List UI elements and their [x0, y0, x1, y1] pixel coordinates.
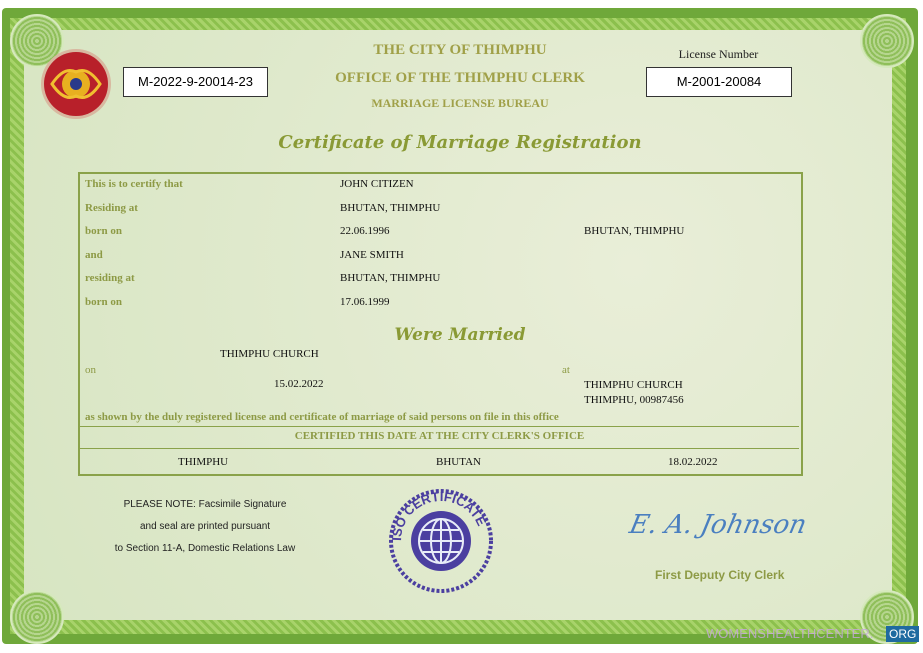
note-line: and seal are printed pursuant: [139, 521, 271, 532]
groom-residence: BHUTAN, THIMPHU: [340, 202, 441, 214]
groom-birth-date: 22.06.1996: [340, 225, 390, 237]
seal-text: ISO CERTIFICATE: [388, 488, 490, 542]
issue-country: BHUTAN: [436, 456, 481, 468]
field-label: born on: [85, 225, 122, 237]
marriage-venue-address: THIMPHU, 00987456: [584, 394, 684, 406]
note-line: PLEASE NOTE: Facsimile Signature: [123, 499, 287, 510]
license-number-label: License Number: [678, 47, 759, 61]
watermark-badge: ORG: [886, 626, 919, 642]
shown-by-statement: as shown by the duly registered license and certificate of marriage of said persons on file in this office: [85, 411, 559, 423]
field-label: This is to certify that: [85, 178, 183, 190]
marriage-venue: THIMPHU CHURCH: [584, 379, 683, 391]
groom-birth-place: BHUTAN, THIMPHU: [584, 225, 685, 237]
field-label: born on: [85, 296, 122, 308]
watermark-text: WOMENSHEALTHCENTER.: [706, 626, 874, 641]
issue-city: THIMPHU: [178, 456, 229, 468]
emblem-icon: [40, 48, 112, 120]
note-line: to Section 11-A, Domestic Relations Law: [114, 543, 296, 554]
bureau-heading: MARRIAGE LICENSE BUREAU: [371, 96, 549, 110]
certified-statement: CERTIFIED THIS DATE AT THE CITY CLERK'S OFFICE: [294, 430, 585, 442]
corner-rosette-icon: [10, 590, 64, 644]
certificate-title: Certificate of Marriage Registration: [278, 132, 642, 153]
ceremony-place: THIMPHU CHURCH: [220, 348, 319, 360]
divider: [80, 448, 799, 449]
divider: [80, 426, 799, 427]
certificate-number: M-2022-9-20014-23: [123, 67, 268, 97]
groom-name: JOHN CITIZEN: [340, 178, 414, 190]
bride-name: JANE SMITH: [340, 249, 404, 261]
bride-birth-date: 17.06.1999: [340, 296, 390, 308]
city-heading: THE CITY OF THIMPHU: [373, 42, 547, 58]
field-label: Residing at: [85, 202, 138, 214]
iso-seal-icon: [388, 488, 494, 594]
at-label: at: [562, 364, 570, 376]
field-label: residing at: [85, 272, 135, 284]
license-number: M-2001-20084: [646, 67, 792, 97]
issue-date: 18.02.2022: [668, 456, 718, 468]
corner-rosette-icon: [860, 14, 914, 68]
office-heading: OFFICE OF THE THIMPHU CLERK: [335, 70, 585, 86]
facsimile-note: [100, 494, 310, 560]
signature: E. A. Johnson: [626, 510, 810, 540]
bride-residence: BHUTAN, THIMPHU: [340, 272, 441, 284]
field-label: and: [85, 249, 103, 261]
were-married-heading: Were Married: [394, 325, 526, 345]
marriage-date: 15.02.2022: [274, 378, 324, 390]
signer-title: First Deputy City Clerk: [655, 568, 785, 582]
on-label: on: [85, 364, 96, 376]
